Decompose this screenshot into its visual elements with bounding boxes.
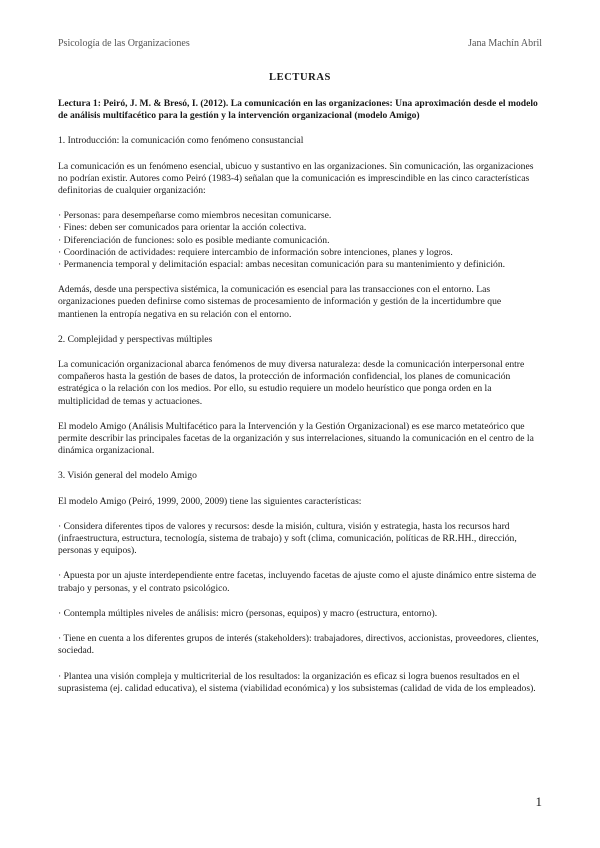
list-item: · Fines: deben ser comunicados para orientar la acción colectiva. [58, 222, 307, 234]
list-item: · Tiene en cuenta a los diferentes grupos de interés (stakeholders): trabajadores, directivos, accionistas, proveedores, clientes, sociedad. [58, 633, 539, 657]
section-2-paragraph-2: El modelo Amigo (Análisis Multifacético para la Intervención y la Gestión Organizacional) es ese marco metateórico que permite describir las principales facetas de la organización y sus interrelaciones, situando la comunicación en el centro de la dinámica organizacional. [58, 420, 534, 457]
list-item: · Coordinación de actividades: requiere intercambio de información sobre intenciones, planes y logros. [58, 246, 453, 258]
section-1-paragraph-2: Además, desde una perspectiva sistémica, la comunicación es esencial para las transacciones con el entorno. Las organizaciones pueden definirse como sistemas de procesamiento de información y gestión de la incertidumbre que mantienen la entropía negativa en su relación con el entorno. [58, 284, 502, 320]
section-1-list [58, 210, 542, 271]
header-course-title: Psicología de las Organizaciones [58, 38, 190, 49]
section-2-paragraph-1: La comunicación organizacional abarca fenómenos de muy diversa naturaleza: desde la comunicación interpersonal entre compañeros hasta la gestión de bases de datos, la protección de información confidencial, los planes de comunicación estratégica o la relación con los medios. Por ello, su estudio requiere un modelo heurístico que ponga orden en la multiplicidad de temas y actuaciones. [58, 359, 525, 407]
list-item: · Contempla múltiples niveles de análisis: micro (personas, equipos) y macro (estructura, entorno). [58, 607, 438, 619]
list-item: · Plantea una visión compleja y multicriterial de los resultados: la organización es eficaz si logra buenos resultados en el suprasistema (ej. calidad educativa), el sistema (viabilidad económica) y los subsistemas (calidad de vida de los empleados). [58, 670, 536, 694]
header-author: Jana Machín Abril [468, 38, 542, 49]
page-number: 1 [535, 794, 542, 809]
section-1-paragraph-1: La comunicación es un fenómeno esencial, ubicuo y sustantivo en las organizaciones. Sin comunicación, las organizaciones no podrían existir. Autores como Peiró (1983-4) señalan que la comunicación es imprescindible en las cinco características definitorias de cualquier organización: [58, 160, 534, 197]
section-3-heading: 3. Visión general del modelo Amigo [58, 470, 197, 482]
section-1-heading: 1. Introducción: la comunicación como fenómeno consustancial [58, 135, 304, 147]
list-item: · Permanencia temporal y delimitación espacial: ambas necesitan comunicación para su mantenimiento y definición. [58, 259, 506, 271]
reading-reference: Lectura 1: Peiró, J. M. & Bresó, I. (2012). La comunicación en las organizaciones: Una aproximación desde el modelo de análisis multifacético para la gestión y la intervención organizacional (modelo Amigo) [58, 98, 538, 122]
section-2-heading: 2. Complejidad y perspectivas múltiples [58, 333, 213, 345]
list-item: · Apuesta por un ajuste interdependiente entre facetas, incluyendo facetas de ajuste como el ajuste dinámico entre sistema de trabajo y personas, y el contrato psicológico. [58, 570, 537, 594]
page-title: LECTURAS [269, 72, 331, 83]
list-item: · Diferenciación de funciones: solo es posible mediante comunicación. [58, 234, 330, 246]
list-item: · Personas: para desempeñarse como miembros necesitan comunicarse. [58, 210, 332, 222]
page-header [58, 38, 542, 52]
document-body [58, 98, 542, 695]
section-3-paragraph-1: El modelo Amigo (Peiró, 1999, 2000, 2009) tiene las siguientes características: [58, 495, 362, 507]
list-item: · Considera diferentes tipos de valores y recursos: desde la misión, cultura, visión y estrategia, hasta los recursos hard (infraestructura, estructura, tecnología, sistema de trabajo) y soft (clima, comunicación, políticas de RR.HH., dirección, personas y equipos). [58, 520, 517, 557]
